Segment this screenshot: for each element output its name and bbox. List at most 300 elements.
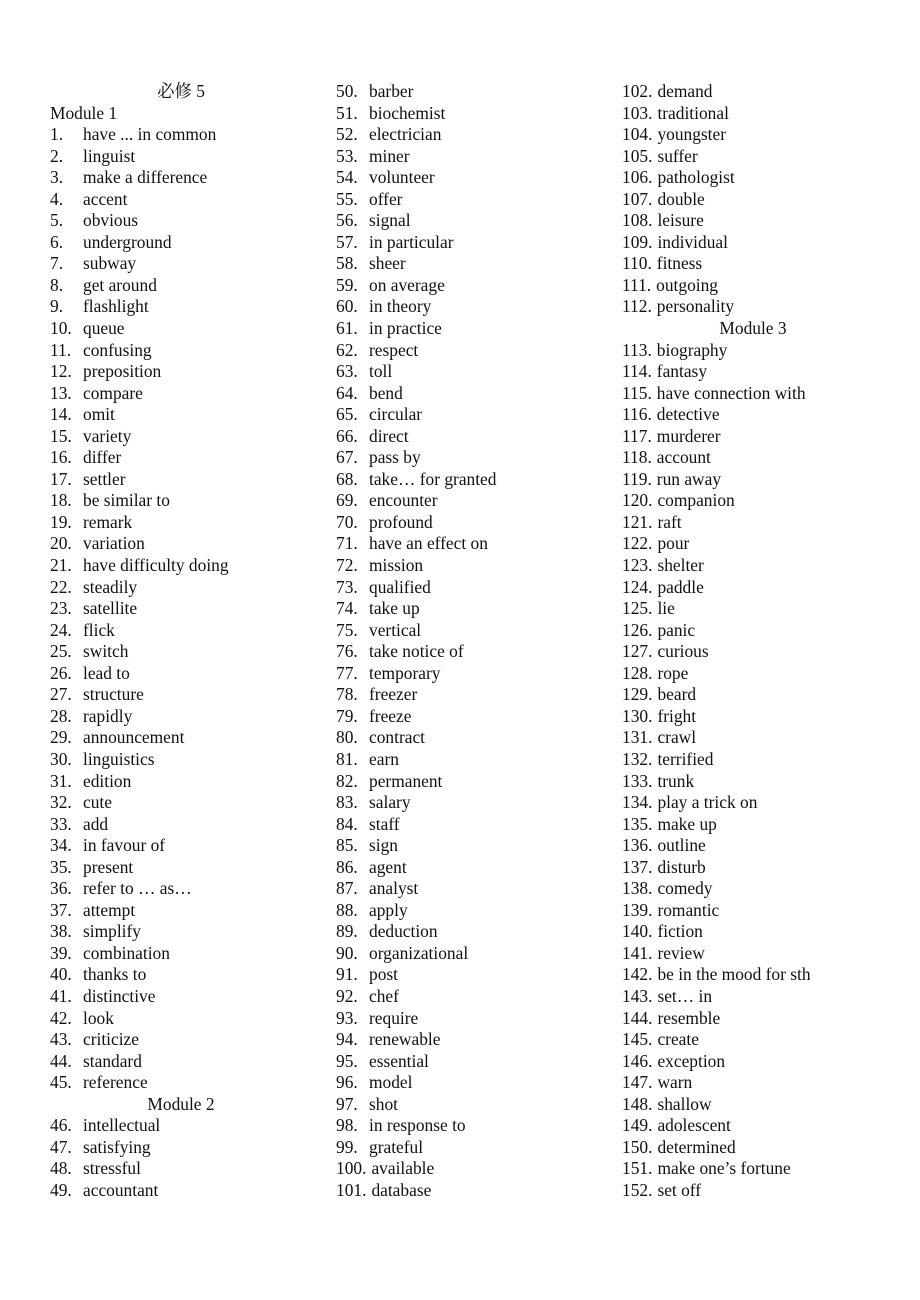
item-word: contract [369, 727, 426, 748]
item-number: 104. [622, 124, 653, 145]
item-number: 53. [336, 145, 358, 166]
item-number: 31. [50, 770, 72, 791]
item-word: standard [83, 1050, 142, 1071]
item-word: signal [369, 210, 411, 231]
item-word: barber [369, 81, 414, 101]
vocabulary-item [622, 620, 884, 642]
vocabulary-item [622, 663, 884, 685]
item-number: 134. [622, 792, 653, 813]
vocabulary-item [622, 189, 884, 211]
item-number: 140. [622, 921, 653, 942]
vocabulary-item [336, 296, 598, 318]
item-number: 22. [50, 576, 72, 597]
item-word: deduction [369, 921, 438, 942]
module-heading [50, 103, 312, 125]
vocabulary-item [336, 684, 598, 706]
vocabulary-item [336, 404, 598, 426]
vocabulary-item [336, 253, 598, 275]
vocabulary-item [622, 469, 884, 491]
item-word: murderer [656, 425, 721, 446]
item-word: omit [83, 404, 115, 425]
item-number: 46. [50, 1115, 72, 1136]
vocabulary-item [336, 943, 598, 965]
vocabulary-item [336, 1137, 598, 1159]
vocabulary-item [336, 620, 598, 642]
item-number: 43. [50, 1029, 72, 1050]
vocabulary-item [336, 469, 598, 491]
item-word: traditional [657, 102, 729, 123]
vocabulary-item [50, 469, 312, 491]
vocabulary-item [50, 555, 312, 577]
item-number: 117. [622, 425, 652, 446]
item-number: 102. [622, 81, 653, 101]
vocabulary-item [50, 533, 312, 555]
item-number: 96. [336, 1072, 358, 1093]
vocabulary-item [622, 404, 884, 426]
item-word: linguist [83, 145, 136, 166]
item-word: freezer [369, 684, 418, 705]
item-word: essential [369, 1050, 429, 1071]
item-word: rapidly [83, 705, 133, 726]
item-word: crawl [657, 727, 697, 748]
vocabulary-item [50, 275, 312, 297]
item-word: terrified [657, 748, 714, 769]
item-word: direct [369, 425, 409, 446]
item-number: 34. [50, 835, 72, 856]
vocabulary-item [622, 533, 884, 555]
item-word: announcement [83, 727, 185, 748]
vocabulary-column-3 [622, 81, 884, 1201]
item-number: 115. [622, 382, 652, 403]
item-number: 61. [336, 318, 358, 339]
item-number: 50. [336, 81, 358, 101]
item-word: in theory [369, 296, 432, 317]
vocabulary-item [622, 1158, 884, 1180]
item-number: 109. [622, 231, 653, 252]
vocabulary-item [336, 383, 598, 405]
vocabulary-item [336, 1008, 598, 1030]
item-number: 138. [622, 878, 653, 899]
vocabulary-item [50, 210, 312, 232]
vocabulary-item [50, 490, 312, 512]
vocabulary-item [50, 1137, 312, 1159]
item-word: biography [656, 339, 728, 360]
vocabulary-item [336, 167, 598, 189]
item-word: salary [369, 792, 411, 813]
vocabulary-item [50, 986, 312, 1008]
item-number: 45. [50, 1072, 72, 1093]
item-word: require [369, 1007, 419, 1028]
item-number: 74. [336, 598, 358, 619]
vocabulary-item [622, 103, 884, 125]
item-number: 131. [622, 727, 653, 748]
item-word: analyst [369, 878, 419, 899]
vocabulary-item [50, 426, 312, 448]
item-number: 83. [336, 792, 358, 813]
item-number: 1. [50, 124, 64, 145]
item-word: agent [369, 856, 407, 877]
item-word: shelter [657, 555, 704, 576]
item-number: 97. [336, 1093, 358, 1114]
item-word: exception [657, 1050, 726, 1071]
vocabulary-item [50, 232, 312, 254]
vocabulary-item [622, 124, 884, 146]
item-word: be in the mood for sth [657, 964, 811, 985]
item-number: 56. [336, 210, 358, 231]
item-number: 68. [336, 468, 358, 489]
vocabulary-item [50, 964, 312, 986]
vocabulary-item [50, 835, 312, 857]
item-number: 80. [336, 727, 358, 748]
item-word: organizational [369, 942, 469, 963]
item-word: make a difference [83, 167, 208, 188]
item-number: 113. [622, 339, 652, 360]
vocabulary-item [622, 943, 884, 965]
item-word: determined [657, 1136, 736, 1157]
vocabulary-item [336, 663, 598, 685]
item-word: panic [657, 619, 696, 640]
vocabulary-item [50, 878, 312, 900]
item-number: 108. [622, 210, 653, 231]
item-word: model [369, 1072, 413, 1093]
vocabulary-item [622, 1008, 884, 1030]
vocabulary-item [336, 1158, 598, 1180]
item-word: fright [657, 705, 697, 726]
vocabulary-item [336, 900, 598, 922]
item-word: obvious [83, 210, 139, 231]
vocabulary-column-2 [336, 81, 598, 1201]
item-number: 37. [50, 899, 72, 920]
item-word: in favour of [83, 835, 166, 856]
item-number: 3. [50, 167, 64, 188]
item-number: 130. [622, 705, 653, 726]
vocabulary-item [336, 598, 598, 620]
item-word: chef [369, 985, 399, 1006]
item-number: 55. [336, 188, 358, 209]
vocabulary-item [50, 383, 312, 405]
item-word: refer to … as… [83, 878, 192, 899]
page-title [50, 81, 312, 103]
item-word: renewable [369, 1029, 441, 1050]
vocabulary-item [50, 404, 312, 426]
item-number: 114. [622, 361, 652, 382]
vocabulary-item [622, 771, 884, 793]
vocabulary-item [622, 1029, 884, 1051]
item-number: 136. [622, 835, 653, 856]
item-number: 14. [50, 404, 72, 425]
vocabulary-item [336, 490, 598, 512]
vocabulary-item [622, 512, 884, 534]
vocabulary-item [336, 857, 598, 879]
item-number: 123. [622, 555, 653, 576]
item-word: toll [369, 361, 393, 382]
vocabulary-item [622, 340, 884, 362]
vocabulary-item [50, 512, 312, 534]
item-number: 79. [336, 705, 358, 726]
item-word: queue [83, 318, 125, 339]
item-word: double [657, 188, 705, 209]
item-number: 137. [622, 856, 653, 877]
item-number: 23. [50, 598, 72, 619]
item-number: 145. [622, 1029, 653, 1050]
item-number: 18. [50, 490, 72, 511]
item-word: outline [657, 835, 706, 856]
item-number: 59. [336, 274, 358, 295]
item-number: 81. [336, 748, 358, 769]
item-word: bend [369, 382, 403, 403]
vocabulary-item [336, 555, 598, 577]
item-word: cute [83, 792, 112, 813]
item-number: 76. [336, 641, 358, 662]
item-word: in response to [369, 1115, 466, 1136]
item-number: 69. [336, 490, 358, 511]
item-number: 29. [50, 727, 72, 748]
item-word: present [83, 856, 134, 877]
item-number: 82. [336, 770, 358, 791]
vocabulary-item [50, 706, 312, 728]
vocabulary-item [336, 986, 598, 1008]
vocabulary-item [50, 792, 312, 814]
item-word: in practice [369, 318, 442, 339]
vocabulary-item [622, 426, 884, 448]
vocabulary-item [50, 1180, 312, 1202]
vocabulary-item [622, 146, 884, 168]
item-word: mission [369, 555, 424, 576]
item-number: 103. [622, 102, 653, 123]
item-number: 126. [622, 619, 653, 640]
item-number: 41. [50, 985, 72, 1006]
item-word: in particular [369, 231, 454, 252]
vocabulary-item [622, 167, 884, 189]
item-number: 28. [50, 705, 72, 726]
item-word: warn [657, 1072, 693, 1093]
item-word: attempt [83, 899, 136, 920]
item-word: sign [369, 835, 398, 856]
vocabulary-item [336, 921, 598, 943]
vocabulary-item [622, 814, 884, 836]
vocabulary-item [622, 1094, 884, 1116]
module-heading [50, 1094, 312, 1116]
item-number: 90. [336, 942, 358, 963]
vocabulary-item [336, 577, 598, 599]
item-number: 94. [336, 1029, 358, 1050]
vocabulary-item [336, 189, 598, 211]
vocabulary-item [50, 1008, 312, 1030]
vocabulary-item [336, 771, 598, 793]
item-word: reference [83, 1072, 148, 1093]
vocabulary-item [622, 641, 884, 663]
item-number: 17. [50, 468, 72, 489]
vocabulary-item [622, 361, 884, 383]
vocabulary-item [622, 1180, 884, 1202]
item-word: on average [369, 274, 445, 295]
vocabulary-item [50, 749, 312, 771]
item-number: 111. [622, 274, 652, 295]
item-number: 64. [336, 382, 358, 403]
vocabulary-item [336, 340, 598, 362]
item-word: account [656, 447, 711, 468]
item-word: respect [369, 339, 419, 360]
item-word: outgoing [656, 274, 718, 295]
item-word: detective [656, 404, 720, 425]
item-number: 4. [50, 188, 64, 209]
item-word: electrician [369, 124, 442, 145]
item-word: create [657, 1029, 699, 1050]
vocabulary-item [622, 964, 884, 986]
item-number: 48. [50, 1158, 72, 1179]
item-number: 116. [622, 404, 652, 425]
item-number: 26. [50, 662, 72, 683]
item-word: preposition [83, 361, 162, 382]
vocabulary-item [336, 1180, 598, 1202]
item-word: have difficulty doing [83, 555, 229, 576]
item-word: suffer [657, 145, 698, 166]
vocabulary-item [336, 210, 598, 232]
item-number: 146. [622, 1050, 653, 1071]
item-word: compare [83, 382, 143, 403]
item-number: 42. [50, 1007, 72, 1028]
item-word: have ... in common [83, 124, 217, 145]
item-word: romantic [657, 899, 720, 920]
item-word: resemble [657, 1007, 721, 1028]
item-word: grateful [369, 1136, 424, 1157]
item-number: 100. [336, 1158, 367, 1179]
vocabulary-item [622, 1051, 884, 1073]
item-word: have an effect on [369, 533, 488, 554]
vocabulary-item [336, 426, 598, 448]
item-number: 119. [622, 468, 652, 489]
item-word: offer [369, 188, 403, 209]
vocabulary-item [50, 814, 312, 836]
item-number: 120. [622, 490, 653, 511]
item-word: volunteer [369, 167, 435, 188]
item-word: edition [83, 770, 132, 791]
item-number: 11. [50, 339, 72, 360]
item-number: 33. [50, 813, 72, 834]
item-number: 121. [622, 511, 653, 532]
item-word: trunk [657, 770, 695, 791]
item-number: 141. [622, 942, 653, 963]
item-word: beard [657, 684, 697, 705]
item-word: comedy [657, 878, 713, 899]
vocabulary-item [50, 1029, 312, 1051]
item-number: 118. [622, 447, 652, 468]
item-number: 51. [336, 102, 358, 123]
item-number: 107. [622, 188, 653, 209]
vocabulary-item [622, 1115, 884, 1137]
item-word: leisure [657, 210, 704, 231]
item-number: 85. [336, 835, 358, 856]
vocabulary-item [50, 921, 312, 943]
module-heading-text: Module 3 [719, 318, 787, 339]
item-number: 47. [50, 1136, 72, 1157]
item-number: 106. [622, 167, 653, 188]
item-word: pour [657, 533, 690, 554]
item-number: 60. [336, 296, 358, 317]
item-number: 57. [336, 231, 358, 252]
vocabulary-item [50, 1158, 312, 1180]
item-word: underground [83, 231, 172, 252]
item-number: 99. [336, 1136, 358, 1157]
vocabulary-item [50, 900, 312, 922]
item-word: disturb [657, 856, 706, 877]
vocabulary-item [622, 878, 884, 900]
item-number: 36. [50, 878, 72, 899]
module-heading [622, 318, 884, 340]
item-number: 105. [622, 145, 653, 166]
item-number: 101. [336, 1179, 367, 1200]
item-number: 49. [50, 1179, 72, 1200]
item-word: get around [83, 274, 157, 295]
item-number: 5. [50, 210, 64, 231]
item-number: 132. [622, 748, 653, 769]
vocabulary-item [50, 146, 312, 168]
item-number: 72. [336, 555, 358, 576]
vocabulary-item [622, 81, 884, 103]
item-number: 91. [336, 964, 358, 985]
vocabulary-item [336, 1115, 598, 1137]
item-number: 98. [336, 1115, 358, 1136]
item-number: 128. [622, 662, 653, 683]
item-number: 7. [50, 253, 64, 274]
item-word: set off [657, 1179, 702, 1200]
vocabulary-item [622, 1137, 884, 1159]
vocabulary-item [622, 986, 884, 1008]
item-word: switch [83, 641, 129, 662]
vocabulary-item [50, 943, 312, 965]
item-number: 13. [50, 382, 72, 403]
vocabulary-item [622, 749, 884, 771]
vocabulary-item [50, 1072, 312, 1094]
item-number: 143. [622, 985, 653, 1006]
item-number: 39. [50, 942, 72, 963]
item-number: 125. [622, 598, 653, 619]
item-word: stressful [83, 1158, 141, 1179]
item-number: 15. [50, 425, 72, 446]
item-word: rope [657, 662, 689, 683]
vocabulary-item [336, 512, 598, 534]
item-number: 20. [50, 533, 72, 554]
item-word: be similar to [83, 490, 170, 511]
item-word: database [371, 1179, 432, 1200]
item-number: 147. [622, 1072, 653, 1093]
vocabulary-item [622, 1072, 884, 1094]
item-word: shot [369, 1093, 398, 1114]
vocabulary-item [622, 706, 884, 728]
item-word: adolescent [657, 1115, 731, 1136]
vocabulary-item [50, 663, 312, 685]
vocabulary-item [622, 577, 884, 599]
item-word: play a trick on [657, 792, 758, 813]
item-word: remark [83, 511, 133, 532]
vocabulary-item [622, 447, 884, 469]
item-word: post [369, 964, 398, 985]
item-word: lie [657, 598, 675, 619]
vocabulary-item [336, 146, 598, 168]
vocabulary-item [336, 318, 598, 340]
item-number: 58. [336, 253, 358, 274]
vocabulary-item [50, 318, 312, 340]
item-word: set… in [657, 985, 713, 1006]
item-word: biochemist [369, 102, 446, 123]
vocabulary-item [622, 383, 884, 405]
vocabulary-item [50, 577, 312, 599]
item-word: encounter [369, 490, 438, 511]
page-title-text: 必修 5 [157, 81, 205, 101]
item-word: circular [369, 404, 423, 425]
vocabulary-item [50, 361, 312, 383]
item-word: individual [657, 231, 728, 252]
